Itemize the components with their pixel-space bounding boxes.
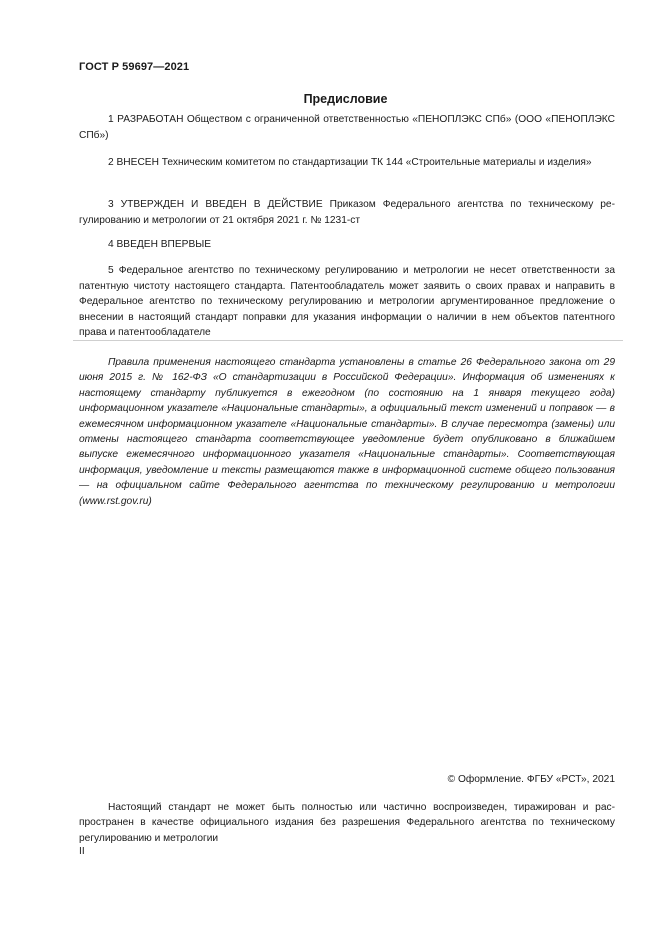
foreword-item-text: 1 РАЗРАБОТАН Обществом с ограниченной ответственностью «ПЕНОПЛЭКС СПб» (ООО «ПЕНОПЛЭКС СПб»): [79, 114, 615, 141]
foreword-item-4: [79, 237, 615, 253]
foreword-item-text: 5 Федеральное агентство по техническому регулированию и метрологии не несет ответственности за патентную чистоту настоящего стандарта. Патентообладатель может заявить о своих правах и направить в Федеральное агентство по техническому регулированию и метрологии аргументированное предложение о внесении в настоящий стандарт поправки для указания информации о наличии в нем объектов патентного права и патентообладателе: [79, 265, 615, 338]
foreword-item-5: [79, 263, 615, 341]
copyright-line: © Оформление. ФГБУ «РСТ», 2021: [447, 774, 615, 785]
foreword-item-3: [79, 197, 615, 228]
foreword-item-text: 4 ВВЕДЕН ВПЕРВЫЕ: [108, 239, 212, 250]
application-rules-notice: [79, 355, 615, 509]
foreword-item-2: [79, 155, 615, 171]
foreword-item-text: 2 ВНЕСЕН Техническим комитетом по стандартизации ТК 144 «Строительные материалы и изделия»: [108, 157, 592, 168]
foreword-item-text: 3 УТВЕРЖДЕН И ВВЕДЕН В ДЕЙСТВИЕ Приказом Федерального агентства по техническому регулированию и метрологии от 21 октября 2021 г. № 1231-ст: [79, 199, 615, 226]
section-divider: [73, 340, 623, 341]
page-title: Предисловие: [303, 92, 388, 106]
notice-text: Правила применения настоящего стандарта установлены в статье 26 Федерального закона от 29 июня 2015 г. № 162-ФЗ «О стандартизации в Российской Федерации». Информация об изменениях к настоящему стандарту публикуется в ежегодном (по состоянию на 1 января текущего года) информационном указателе «Национальные стандарты», а официальный текст изменений и поправок — в ежемесячном информационном указателе «Национальные стандарты». В случае пересмотра (замены) или отмены настоящего стандарта соответствующее уведомление будет опубликовано в ближайшем выпуске ежемесячного информационного указателя «Национальные стандарты». Соответствующая информация, уведомление и тексты размещаются также в информационной системе общего пользования — на официальном сайте Федерального агентства по техническому регулированию и метрологии (www.rst.gov.ru): [79, 357, 615, 507]
page-number: II: [79, 846, 85, 857]
foreword-item-1: [79, 112, 615, 143]
standard-code: ГОСТ Р 59697—2021: [79, 61, 190, 73]
reproduction-notice-text: Настоящий стандарт не может быть полностью или частично воспроизведен, тиражирован и распространен в качестве официального издания без разрешения Федерального агентства по техническому регулированию и метрологии: [79, 802, 615, 844]
reproduction-notice: [79, 800, 615, 846]
